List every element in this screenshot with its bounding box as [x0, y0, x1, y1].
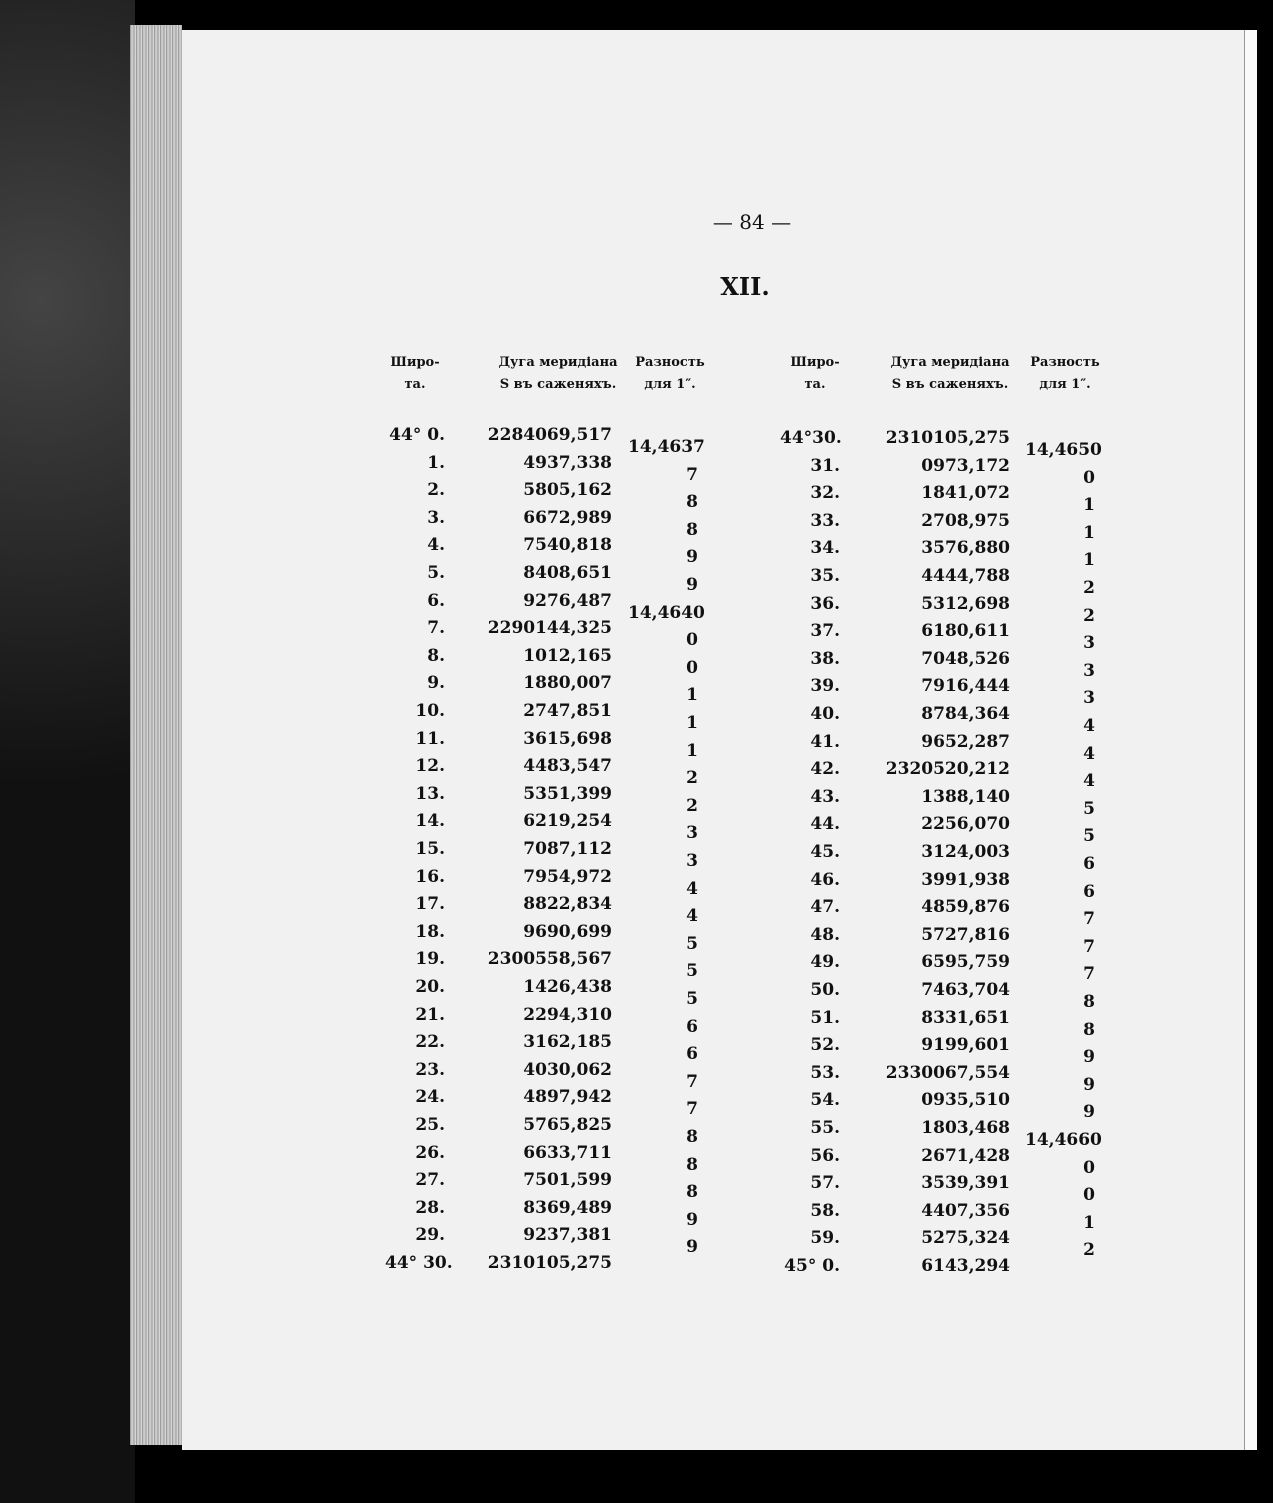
table-cell-difference: 14,4640: [628, 602, 705, 623]
table-cell-latitude: 44° 0.: [389, 425, 445, 445]
right-page-edge: [1244, 30, 1257, 1450]
table-cell-arc: 3124,003: [921, 842, 1010, 862]
table-cell-arc: 3162,185: [523, 1032, 612, 1053]
table-cell-difference: 5: [686, 933, 698, 954]
table-cell-latitude: 50.: [810, 980, 840, 1000]
arc-header-line2: S въ саженяхъ.: [499, 377, 617, 392]
table-cell-arc: 0935,510: [921, 1090, 1010, 1111]
table-cell-latitude: 10.: [415, 701, 445, 721]
table-cell-difference: 9: [686, 547, 698, 568]
table-cell-latitude: 29.: [415, 1225, 445, 1246]
table-cell-difference: 7: [686, 1099, 698, 1120]
table-cell-difference: 1: [686, 685, 698, 706]
table-cell-latitude: 6.: [427, 590, 445, 611]
table-cell-arc: 2300558,567: [487, 949, 612, 970]
table-cell-arc: 6633,711: [523, 1142, 612, 1163]
table-cell-difference: 6: [686, 1016, 698, 1037]
diff-header-line1: Разность: [635, 355, 705, 370]
table-cell-arc: 2284069,517: [487, 425, 612, 445]
left-diff-header: [630, 352, 710, 396]
table-cell-latitude: 12.: [415, 756, 445, 777]
table-cell-arc: 4859,876: [921, 897, 1010, 918]
table-cell-difference: 0: [686, 630, 698, 651]
table-cell-latitude: 33.: [810, 510, 840, 531]
table-cell-difference: 2: [686, 768, 698, 789]
table-cell-difference: 9: [686, 575, 698, 595]
table-cell-arc: 4483,547: [523, 756, 612, 777]
table-cell-difference: 14,4650: [1025, 440, 1102, 460]
table-cell-arc: 4407,356: [921, 1200, 1010, 1221]
table-cell-arc: 2747,851: [523, 701, 612, 721]
table-cell-difference: 7: [1083, 909, 1095, 930]
table-cell-arc: 6672,989: [523, 507, 612, 528]
table-cell-arc: 2330067,554: [885, 1062, 1010, 1083]
table-cell-difference: 6: [1083, 854, 1095, 874]
table-cell-latitude: 27.: [415, 1170, 445, 1191]
table-cell-latitude: 55.: [810, 1118, 840, 1138]
table-cell-latitude: 45° 0.: [784, 1256, 840, 1276]
table-cell-latitude: 11.: [415, 728, 445, 749]
table-cell-difference: 14,4637: [628, 437, 705, 457]
table-cell-latitude: 44°30.: [780, 428, 842, 448]
table-cell-difference: 3: [1083, 688, 1095, 709]
table-cell-arc: 6219,254: [523, 811, 612, 832]
table-cell-difference: 4: [1083, 716, 1095, 736]
table-cell-arc: 8784,364: [921, 704, 1010, 724]
table-cell-difference: 4: [686, 906, 698, 927]
diff-header-line1: Разность: [1030, 355, 1100, 370]
table-cell-difference: 8: [686, 1127, 698, 1147]
table-cell-latitude: 56.: [810, 1145, 840, 1166]
table-cell-difference: 4: [1083, 771, 1095, 792]
table-cell-difference: 9: [686, 1237, 698, 1258]
table-cell-latitude: 20.: [415, 977, 445, 997]
table-cell-difference: 8: [686, 1154, 698, 1175]
table-cell-arc: 8369,489: [523, 1197, 612, 1218]
table-cell-arc: 2290144,325: [487, 618, 612, 639]
table-cell-arc: 5727,816: [921, 924, 1010, 945]
table-cell-difference: 1: [686, 713, 698, 733]
table-cell-latitude: 46.: [810, 869, 840, 890]
table-cell-difference: 3: [686, 851, 698, 871]
table-cell-arc: 1841,072: [921, 483, 1010, 504]
table-cell-latitude: 2.: [427, 480, 445, 501]
table-cell-latitude: 28.: [415, 1197, 445, 1218]
table-cell-arc: 1803,468: [921, 1118, 1010, 1138]
table-cell-difference: 1: [1083, 495, 1095, 516]
table-cell-arc: 7540,818: [523, 535, 612, 556]
table-cell-difference: 4: [1083, 743, 1095, 764]
table-cell-arc: 2320520,212: [885, 759, 1010, 780]
table-cell-arc: 8822,834: [523, 894, 612, 915]
page: [182, 30, 1244, 1450]
page-number: — 84 —: [712, 210, 792, 234]
table-cell-difference: 1: [1083, 522, 1095, 543]
table-cell-latitude: 34.: [810, 538, 840, 559]
table-cell-difference: 0: [1083, 1157, 1095, 1178]
table-cell-arc: 5805,162: [523, 480, 612, 501]
table-cell-latitude: 32.: [810, 483, 840, 504]
table-cell-latitude: 5.: [427, 563, 445, 583]
table-cell-latitude: 52.: [810, 1035, 840, 1056]
right-diff-header: [1025, 352, 1105, 396]
table-cell-arc: 9652,287: [921, 731, 1010, 752]
table-cell-latitude: 13.: [415, 783, 445, 804]
table-cell-latitude: 15.: [415, 839, 445, 859]
table-cell-difference: 8: [686, 492, 698, 513]
table-cell-arc: 1880,007: [523, 673, 612, 694]
table-cell-difference: 2: [1083, 605, 1095, 626]
lat-header-line2: та.: [804, 377, 826, 392]
table-cell-arc: 7087,112: [523, 839, 612, 859]
table-cell-latitude: 1.: [427, 452, 445, 473]
table-cell-latitude: 7.: [427, 618, 445, 639]
table-cell-difference: 7: [686, 464, 698, 485]
lat-header-line1: Широ-: [390, 355, 440, 370]
table-cell-difference: 5: [1083, 798, 1095, 819]
diff-header-line2: для 1″.: [644, 377, 696, 392]
table-cell-difference: 3: [1083, 633, 1095, 654]
table-cell-difference: 1: [1083, 550, 1095, 571]
table-cell-difference: 1: [686, 740, 698, 761]
table-cell-arc: 8408,651: [523, 563, 612, 583]
table-cell-latitude: 3.: [427, 507, 445, 528]
table-cell-arc: 3991,938: [921, 869, 1010, 890]
table-cell-latitude: 17.: [415, 894, 445, 915]
table-cell-latitude: 38.: [810, 648, 840, 669]
table-cell-difference: 8: [686, 1182, 698, 1203]
table-cell-arc: 9199,601: [921, 1035, 1010, 1056]
table-cell-arc: 4444,788: [921, 566, 1010, 586]
table-cell-difference: 9: [686, 1209, 698, 1230]
arc-header-line1: Дуга меридіана: [498, 355, 618, 370]
table-cell-latitude: 23.: [415, 1059, 445, 1080]
table-cell-difference: 9: [1083, 1047, 1095, 1068]
table-cell-arc: 2671,428: [921, 1145, 1010, 1166]
table-cell-latitude: 24.: [415, 1087, 445, 1108]
table-cell-arc: 9690,699: [523, 921, 612, 942]
table-cell-arc: 9237,381: [523, 1225, 612, 1246]
arc-header-line2: S въ саженяхъ.: [891, 377, 1009, 392]
table-cell-difference: 14,4660: [1025, 1130, 1102, 1150]
arc-header-line1: Дуга меридіана: [890, 355, 1010, 370]
table-cell-difference: 6: [686, 1044, 698, 1065]
table-cell-arc: 8331,651: [921, 1007, 1010, 1028]
table-cell-arc: 3539,391: [921, 1173, 1010, 1194]
table-cell-arc: 4897,942: [523, 1087, 612, 1108]
table-cell-difference: 5: [686, 961, 698, 982]
table-cell-difference: 7: [1083, 964, 1095, 985]
table-cell-difference: 7: [686, 1071, 698, 1092]
right-lat-header: [785, 352, 845, 396]
table-cell-latitude: 16.: [415, 866, 445, 887]
table-cell-arc: 6143,294: [921, 1256, 1010, 1276]
table-cell-difference: 8: [686, 519, 698, 540]
table-cell-arc: 7048,526: [921, 648, 1010, 669]
table-cell-arc: 5275,324: [921, 1228, 1010, 1249]
section-title: XII.: [720, 272, 770, 301]
table-cell-arc: 7916,444: [921, 676, 1010, 697]
table-cell-difference: 2: [686, 795, 698, 816]
left-lat-header: [385, 352, 445, 396]
table-cell-arc: 1426,438: [523, 977, 612, 997]
table-cell-latitude: 8.: [427, 645, 445, 666]
table-cell-arc: 1388,140: [921, 786, 1010, 807]
table-cell-latitude: 57.: [810, 1173, 840, 1194]
table-cell-latitude: 41.: [810, 731, 840, 752]
table-cell-difference: 7: [1083, 936, 1095, 957]
table-cell-latitude: 39.: [810, 676, 840, 697]
book-spine: [0, 0, 135, 1503]
table-cell-difference: 6: [1083, 881, 1095, 902]
table-cell-difference: 3: [686, 823, 698, 844]
table-cell-difference: 2: [1083, 578, 1095, 598]
table-cell-latitude: 43.: [810, 786, 840, 807]
table-cell-latitude: 44° 30.: [385, 1253, 453, 1273]
table-cell-arc: 1012,165: [523, 645, 612, 666]
table-cell-latitude: 14.: [415, 811, 445, 832]
table-cell-latitude: 25.: [415, 1115, 445, 1135]
table-cell-latitude: 31.: [810, 455, 840, 476]
table-cell-arc: 5312,698: [921, 593, 1010, 614]
table-cell-arc: 5765,825: [523, 1115, 612, 1135]
table-cell-arc: 4937,338: [523, 452, 612, 473]
table-cell-difference: 0: [1083, 1185, 1095, 1206]
table-cell-latitude: 18.: [415, 921, 445, 942]
table-cell-difference: 0: [686, 657, 698, 678]
table-cell-arc: 6180,611: [921, 621, 1010, 642]
table-cell-arc: 5351,399: [523, 783, 612, 804]
table-cell-latitude: 44.: [810, 814, 840, 835]
table-cell-latitude: 35.: [810, 566, 840, 586]
table-cell-difference: 9: [1083, 1102, 1095, 1123]
table-cell-latitude: 51.: [810, 1007, 840, 1028]
table-cell-latitude: 19.: [415, 949, 445, 970]
table-cell-arc: 6595,759: [921, 952, 1010, 973]
table-cell-latitude: 40.: [810, 704, 840, 724]
table-cell-latitude: 59.: [810, 1228, 840, 1249]
table-cell-difference: 0: [1083, 467, 1095, 488]
table-cell-arc: 7501,599: [523, 1170, 612, 1191]
table-cell-latitude: 49.: [810, 952, 840, 973]
table-cell-arc: 2256,070: [921, 814, 1010, 835]
right-arc-header: [880, 352, 1020, 396]
table-cell-arc: 2294,310: [523, 1004, 612, 1025]
lat-header-line1: Широ-: [790, 355, 840, 370]
table-cell-difference: 4: [686, 878, 698, 899]
table-cell-arc: 2310105,275: [487, 1253, 612, 1273]
table-cell-latitude: 37.: [810, 621, 840, 642]
table-cell-arc: 3615,698: [523, 728, 612, 749]
table-cell-arc: 7954,972: [523, 866, 612, 887]
table-cell-latitude: 58.: [810, 1200, 840, 1221]
table-cell-latitude: 53.: [810, 1062, 840, 1083]
table-cell-latitude: 45.: [810, 842, 840, 862]
table-cell-difference: 8: [1083, 992, 1095, 1012]
table-cell-arc: 4030,062: [523, 1059, 612, 1080]
table-cell-difference: 8: [1083, 1019, 1095, 1040]
table-cell-latitude: 21.: [415, 1004, 445, 1025]
table-cell-latitude: 36.: [810, 593, 840, 614]
table-cell-difference: 1: [1083, 1212, 1095, 1233]
table-cell-latitude: 26.: [415, 1142, 445, 1163]
table-cell-arc: 7463,704: [921, 980, 1010, 1000]
table-cell-difference: 2: [1083, 1240, 1095, 1261]
table-cell-arc: 2310105,275: [885, 428, 1010, 448]
table-cell-latitude: 9.: [427, 673, 445, 694]
table-cell-latitude: 47.: [810, 897, 840, 918]
diff-header-line2: для 1″.: [1039, 377, 1091, 392]
table-cell-latitude: 22.: [415, 1032, 445, 1053]
table-cell-arc: 9276,487: [523, 590, 612, 611]
table-cell-difference: 5: [1083, 826, 1095, 847]
lat-header-line2: та.: [404, 377, 426, 392]
table-cell-latitude: 54.: [810, 1090, 840, 1111]
table-cell-latitude: 4.: [427, 535, 445, 556]
page-edges: [130, 25, 182, 1445]
table-cell-difference: 3: [1083, 660, 1095, 681]
table-cell-difference: 5: [686, 989, 698, 1009]
table-cell-arc: 3576,880: [921, 538, 1010, 559]
left-arc-header: [488, 352, 628, 396]
table-cell-arc: 0973,172: [921, 455, 1010, 476]
table-cell-latitude: 48.: [810, 924, 840, 945]
table-cell-difference: 9: [1083, 1074, 1095, 1095]
table-cell-latitude: 42.: [810, 759, 840, 780]
table-cell-arc: 2708,975: [921, 510, 1010, 531]
